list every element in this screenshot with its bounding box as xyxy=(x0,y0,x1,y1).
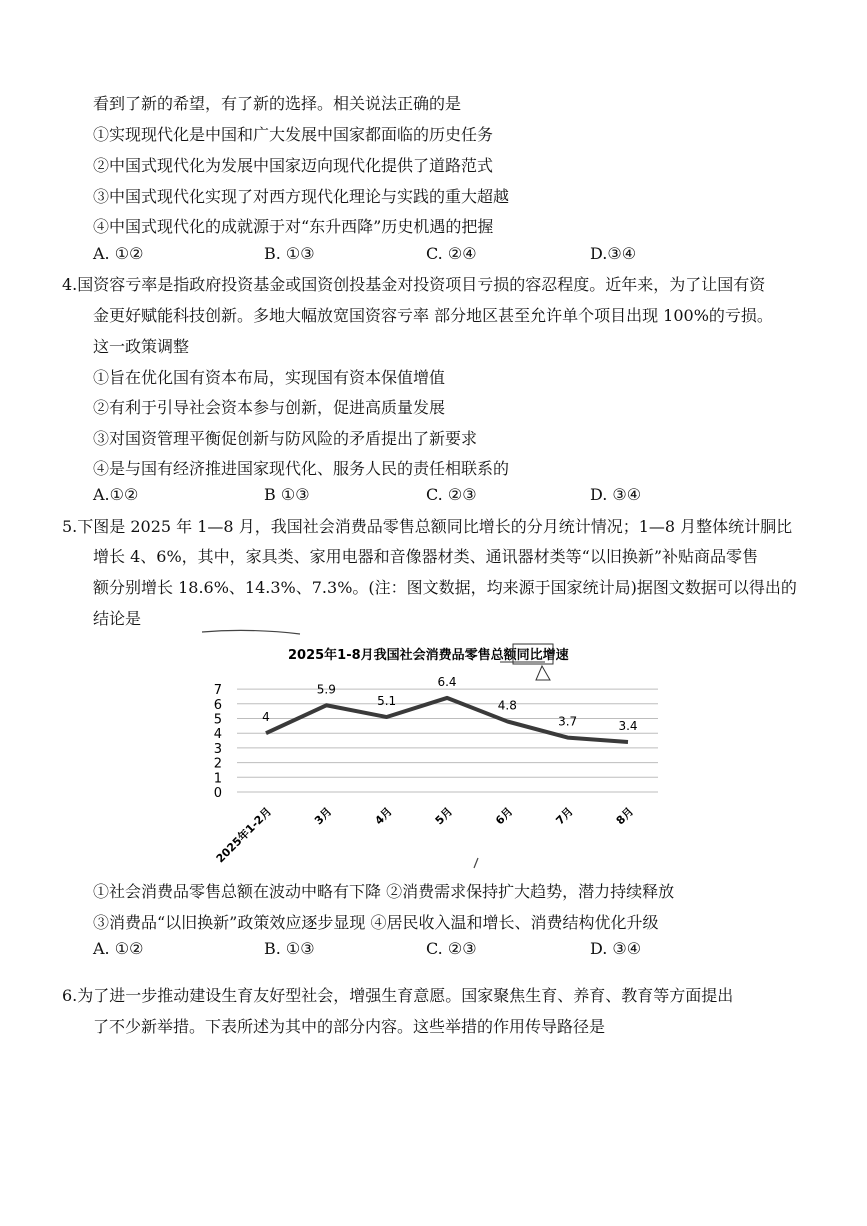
x-tick-label: 8月 xyxy=(613,804,637,828)
data-label: 5.1 xyxy=(377,694,397,709)
q4-option-c: C. ②③ xyxy=(426,485,477,504)
x-tick-label: 2025年1-2月 xyxy=(213,804,275,866)
q5-stem-line-1: 5.下图是 2025 年 1—8 月，我国社会消费品零售总额同比增长的分月统计情况；1—8 月整体统计胴比 xyxy=(62,517,793,536)
q4-stem-line-2: 金更好赋能科技创新。多地大幅放宽国资容亏率 部分地区甚至允许单个项目出现 100%的亏损。 xyxy=(93,306,773,325)
pen-mark xyxy=(202,630,300,634)
q5-stem-line-4: 结论是 xyxy=(93,609,142,628)
q4-item-1: ①旨在优化国有资本布局，实现国有资本保值增值 xyxy=(93,368,446,387)
y-tick-label: 6 xyxy=(213,697,222,713)
q5-items-row-1: ①社会消费品零售总额在波动中略有下降 ②消费需求保持扩大趋势，潜力持续释放 xyxy=(93,882,675,901)
pen-mark-2 xyxy=(474,858,478,868)
data-label: 3.7 xyxy=(558,714,578,729)
q5-option-d: D. ③④ xyxy=(590,939,642,958)
q4-item-3: ③对国资管理平衡促创新与防风险的矛盾提出了新要求 xyxy=(93,429,478,448)
q3-option-b: B. ①③ xyxy=(264,244,315,263)
q3-item-3: ③中国式现代化实现了对西方现代化理论与实践的重大超越 xyxy=(93,187,510,206)
q5-stem-line-2: 增长 4、6%，其中，家具类、家用电器和音像器材类、通讯器材类等“以旧换新”补贴商品零售 xyxy=(93,547,759,566)
q3-item-4: ④中国式现代化的成就源于对“东升西降”历史机遇的把握 xyxy=(93,217,494,236)
consumption-growth-chart xyxy=(200,628,675,873)
q5-option-b: B. ①③ xyxy=(264,939,315,958)
q4-stem-line-1: 4.国资容亏率是指政府投资基金或国资创投基金对投资项目亏损的容忍程度。近年来，为了让国有资 xyxy=(62,275,766,294)
y-tick-label: 1 xyxy=(213,771,222,787)
y-tick-label: 2 xyxy=(213,756,222,772)
q4-option-b: B ①③ xyxy=(264,485,310,504)
q3-item-2: ②中国式现代化为发展中国家迈向现代化提供了道路范式 xyxy=(93,156,494,175)
q6-stem-line-1: 6.为了进一步推动建设生育友好型社会，增强生育意愿。国家聚焦生育、养育、教育等方面提出 xyxy=(62,986,734,1005)
data-label: 6.4 xyxy=(437,674,457,689)
line-chart-svg xyxy=(200,628,675,873)
x-tick-label: 3月 xyxy=(312,804,335,828)
data-label: 5.9 xyxy=(316,682,336,697)
x-tick-label: 5月 xyxy=(432,804,456,828)
data-label: 4 xyxy=(262,710,270,725)
q4-option-a: A.①② xyxy=(93,485,139,504)
q4-option-d: D. ③④ xyxy=(590,485,642,504)
q3-item-1: ①实现现代化是中国和广大发展中国家都面临的历史任务 xyxy=(93,125,494,144)
q3-option-a: A. ①② xyxy=(93,244,144,263)
y-tick-label: 5 xyxy=(213,712,222,728)
q3-option-c: C. ②④ xyxy=(426,244,477,263)
q5-stem-line-3: 额分别增长 18.6%、14.3%、7.3%。(注：图文数据，均来源于国家统计局)据图文数据可以得出的 xyxy=(93,578,797,597)
q3-stem-continuation: 看到了新的希望，有了新的选择。相关说法正确的是 xyxy=(93,94,462,113)
q6-stem-line-2: 了不少新举措。下表所述为其中的部分内容。这些举措的作用传导路径是 xyxy=(93,1017,606,1036)
x-tick-label: 7月 xyxy=(553,804,576,828)
q3-option-d: D.③④ xyxy=(590,244,637,263)
q4-options xyxy=(93,484,793,506)
y-tick-label: 7 xyxy=(213,683,222,699)
y-tick-label: 0 xyxy=(213,786,222,801)
data-label: 3.4 xyxy=(618,719,638,734)
q4-stem-line-3: 这一政策调整 xyxy=(93,337,190,356)
y-tick-label: 4 xyxy=(213,727,222,743)
q5-option-a: A. ①② xyxy=(93,939,144,958)
y-tick-label: 3 xyxy=(213,741,222,757)
data-label: 4.8 xyxy=(497,698,517,713)
triangle-mark xyxy=(536,666,550,680)
x-tick-label: 4月 xyxy=(372,804,395,828)
q4-item-2: ②有利于引导社会资本参与创新，促进高质量发展 xyxy=(93,398,446,417)
q5-options xyxy=(93,938,793,960)
x-tick-label: 6月 xyxy=(493,804,516,828)
chart-title: 2025年1-8月我国社会消费品零售总额同比增速 xyxy=(288,648,569,663)
q4-item-4: ④是与国有经济推进国家现代化、服务人民的责任相联系的 xyxy=(93,459,510,478)
q3-options xyxy=(93,243,793,265)
q5-items-row-2: ③消费品“以旧换新”政策效应逐步显现 ④居民收入温和增长、消费结构优化升级 xyxy=(93,913,659,932)
q5-option-c: C. ②③ xyxy=(426,939,477,958)
